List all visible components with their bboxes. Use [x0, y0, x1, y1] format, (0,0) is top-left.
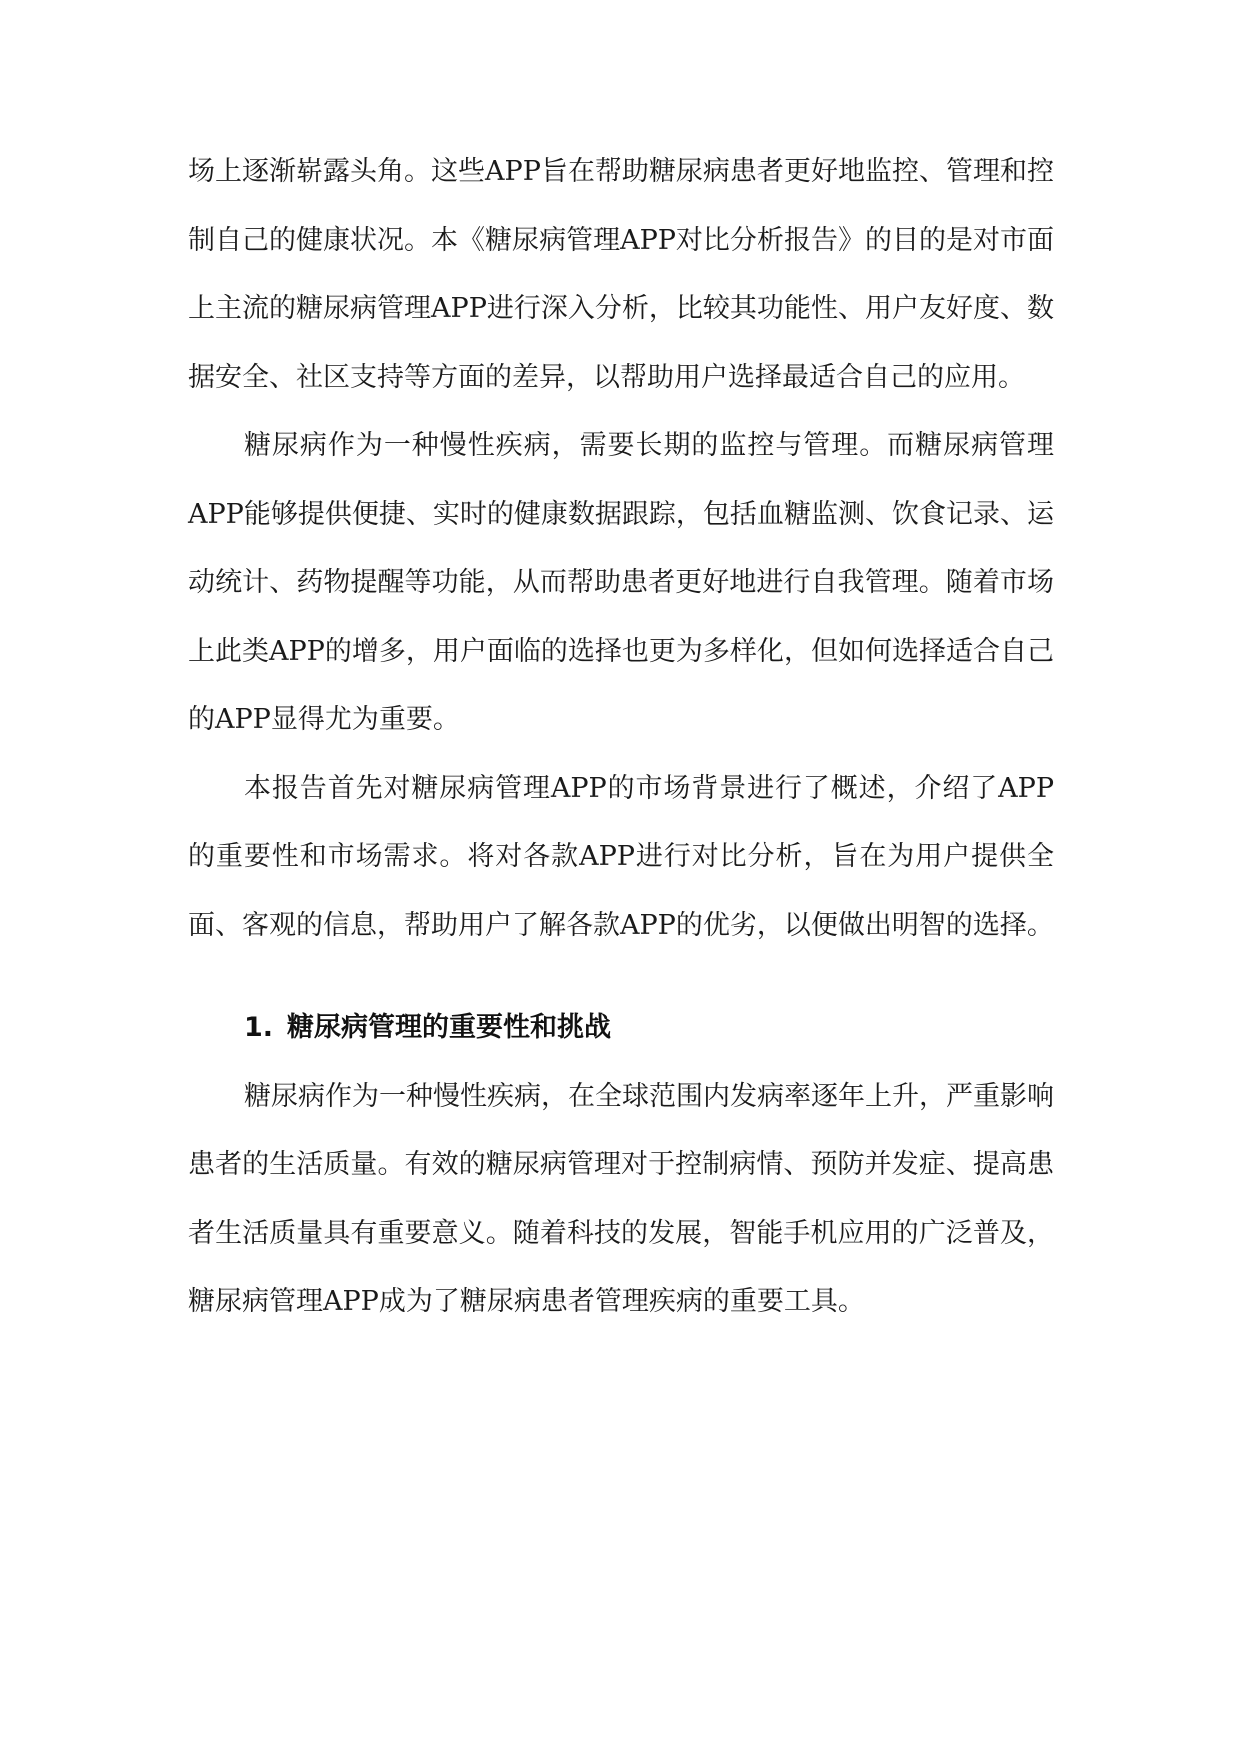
paragraph-report-overview: 本报告首先对糖尿病管理APP的市场背景进行了概述，介绍了APP的重要性和市场需求。将对各款APP进行对比分析，旨在为用户提供全面、客观的信息，帮助用户了解各款APP的优劣，以便做出明智的选择。 — [188, 772, 1054, 941]
section-heading-1 — [188, 994, 1054, 1063]
section-number: 1. — [244, 1012, 274, 1043]
document-body — [188, 138, 1054, 1337]
section-title: 糖尿病管理的重要性和挑战 — [287, 1012, 612, 1043]
paragraph-section-1: 糖尿病作为一种慢性疾病，在全球范围内发病率逐年上升，严重影响患者的生活质量。有效的糖尿病管理对于控制病情、预防并发症、提高患者生活质量具有重要意义。随着科技的发展，智能手机应用的广泛普及，糖尿病管理APP成为了糖尿病患者管理疾病的重要工具。 — [188, 1080, 1054, 1317]
paragraph-diabetes-app-features: 糖尿病作为一种慢性疾病，需要长期的监控与管理。而糖尿病管理APP能够提供便捷、实时的健康数据跟踪，包括血糖监测、饮食记录、运动统计、药物提醒等功能，从而帮助患者更好地进行自我管理。随着市场上此类APP的增多，用户面临的选择也更为多样化，但如何选择适合自己的APP显得尤为重要。 — [188, 430, 1054, 735]
paragraph-continued: 场上逐渐崭露头角。这些APP旨在帮助糖尿病患者更好地监控、管理和控制自己的健康状况。本《糖尿病管理APP对比分析报告》的目的是对市面上主流的糖尿病管理APP进行深入分析，比较其功能性、用户友好度、数据安全、社区支持等方面的差异，以帮助用户选择最适合自己的应用。 — [188, 156, 1054, 393]
